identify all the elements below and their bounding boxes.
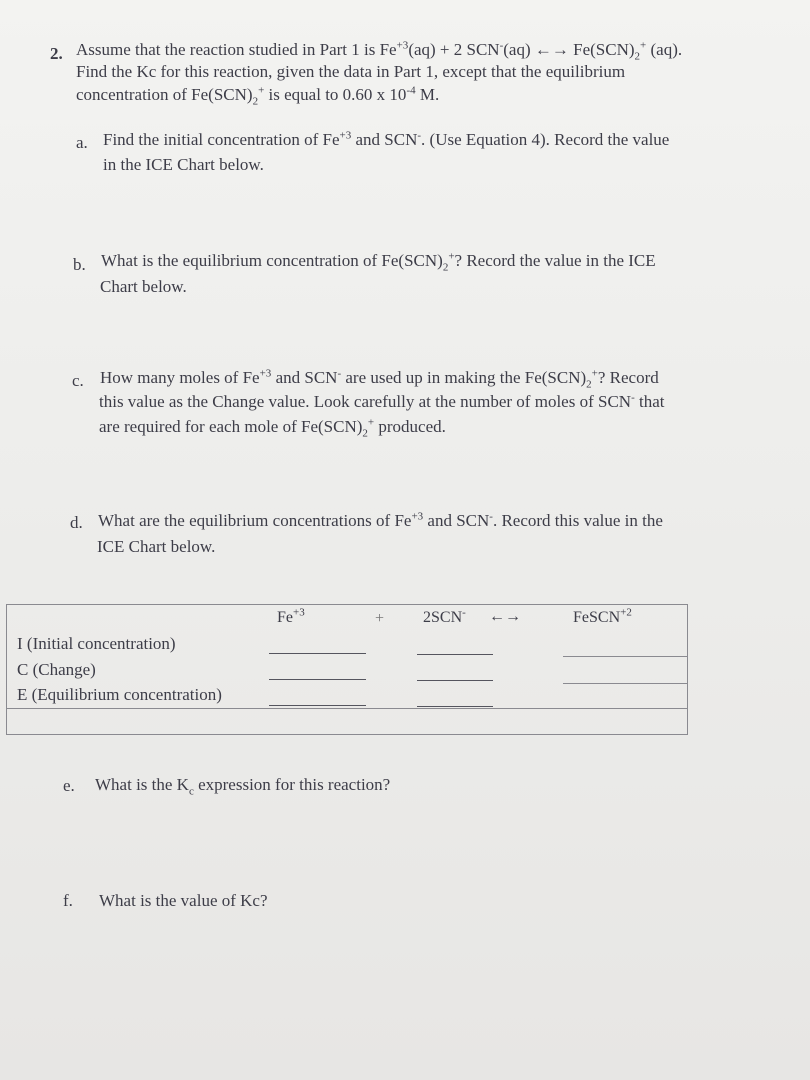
part-a-label: a. (76, 133, 88, 152)
part-f-text: What is the value of Kc? (99, 891, 268, 910)
question-2-line-3: concentration of $Fe(SCN)_2^+$ is equal to 0.60 x $10^{-4}$ M. (76, 84, 440, 108)
ice-row-equilibrium: E (Equilibrium concentration) (17, 685, 222, 704)
part-f-label: f. (63, 891, 73, 910)
part-d-line-2: ICE Chart below. (97, 537, 216, 556)
part-b-line-1: What is the equilibrium concentration of $Fe(SCN)_2^+$? Record the value in the ICE (101, 250, 656, 274)
ice-row-change: C (Change) (17, 660, 96, 679)
part-a-line-1: Find the initial concentration of $Fe^{+3}$ and SCN-. (Use Equation 4). Record the value (103, 129, 670, 149)
part-c-line-3: are required for each mole of $Fe(SCN)_2^+$ produced. (99, 416, 446, 440)
question-2-line-2: Find the Kc for this reaction, given the data in Part 1, except that the equilibrium (76, 62, 626, 81)
question-2-line-1: Assume that the reaction studied in Part 1 is $Fe^{+3}(aq) + 2$ SCN-(aq) ←→ $Fe(SCN)_2^+$ (aq). (76, 39, 683, 63)
change-scn-blank[interactable] (417, 680, 493, 681)
ice-header-arrow: ←→ (489, 608, 521, 625)
initial-product-blank[interactable] (563, 656, 688, 657)
part-c-line-2: this value as the Change value. Look carefully at the number of moles of SCN- that (99, 391, 665, 411)
ice-header-product: FeSCN$^{+2}$ (573, 606, 632, 626)
ice-chart (6, 604, 688, 735)
change-fe-blank[interactable] (269, 679, 366, 680)
ice-row-initial: I (Initial concentration) (17, 634, 176, 653)
part-c-line-1: How many moles of $Fe^{+3}$ and SCN- are used up in making the $Fe(SCN)_2^+$? Record (100, 367, 659, 391)
part-d-line-1: What are the equilibrium concentrations of $Fe^{+3}$ and SCN-. Record this value in the (98, 510, 663, 530)
ice-header-plus: + (375, 610, 385, 627)
part-e-label: e. (63, 776, 75, 795)
part-e-text: What is the $K_c$ expression for this reaction? (95, 775, 391, 798)
part-b-line-2: Chart below. (100, 277, 187, 296)
part-d-label: d. (70, 513, 83, 532)
question-number: 2. (50, 44, 63, 63)
equilibrium-scn-blank[interactable] (417, 706, 493, 707)
part-a-line-2: in the ICE Chart below. (103, 155, 264, 174)
change-product-blank[interactable] (563, 683, 688, 684)
ice-header-fe: $Fe^{+3}$ (277, 606, 305, 626)
ice-header-scn: 2SCN- (423, 606, 466, 626)
initial-fe-blank[interactable] (269, 653, 366, 654)
part-c-label: c. (72, 371, 84, 390)
part-b-label: b. (73, 255, 86, 274)
equilibrium-fe-blank[interactable] (269, 705, 366, 706)
initial-scn-blank[interactable] (417, 654, 493, 655)
